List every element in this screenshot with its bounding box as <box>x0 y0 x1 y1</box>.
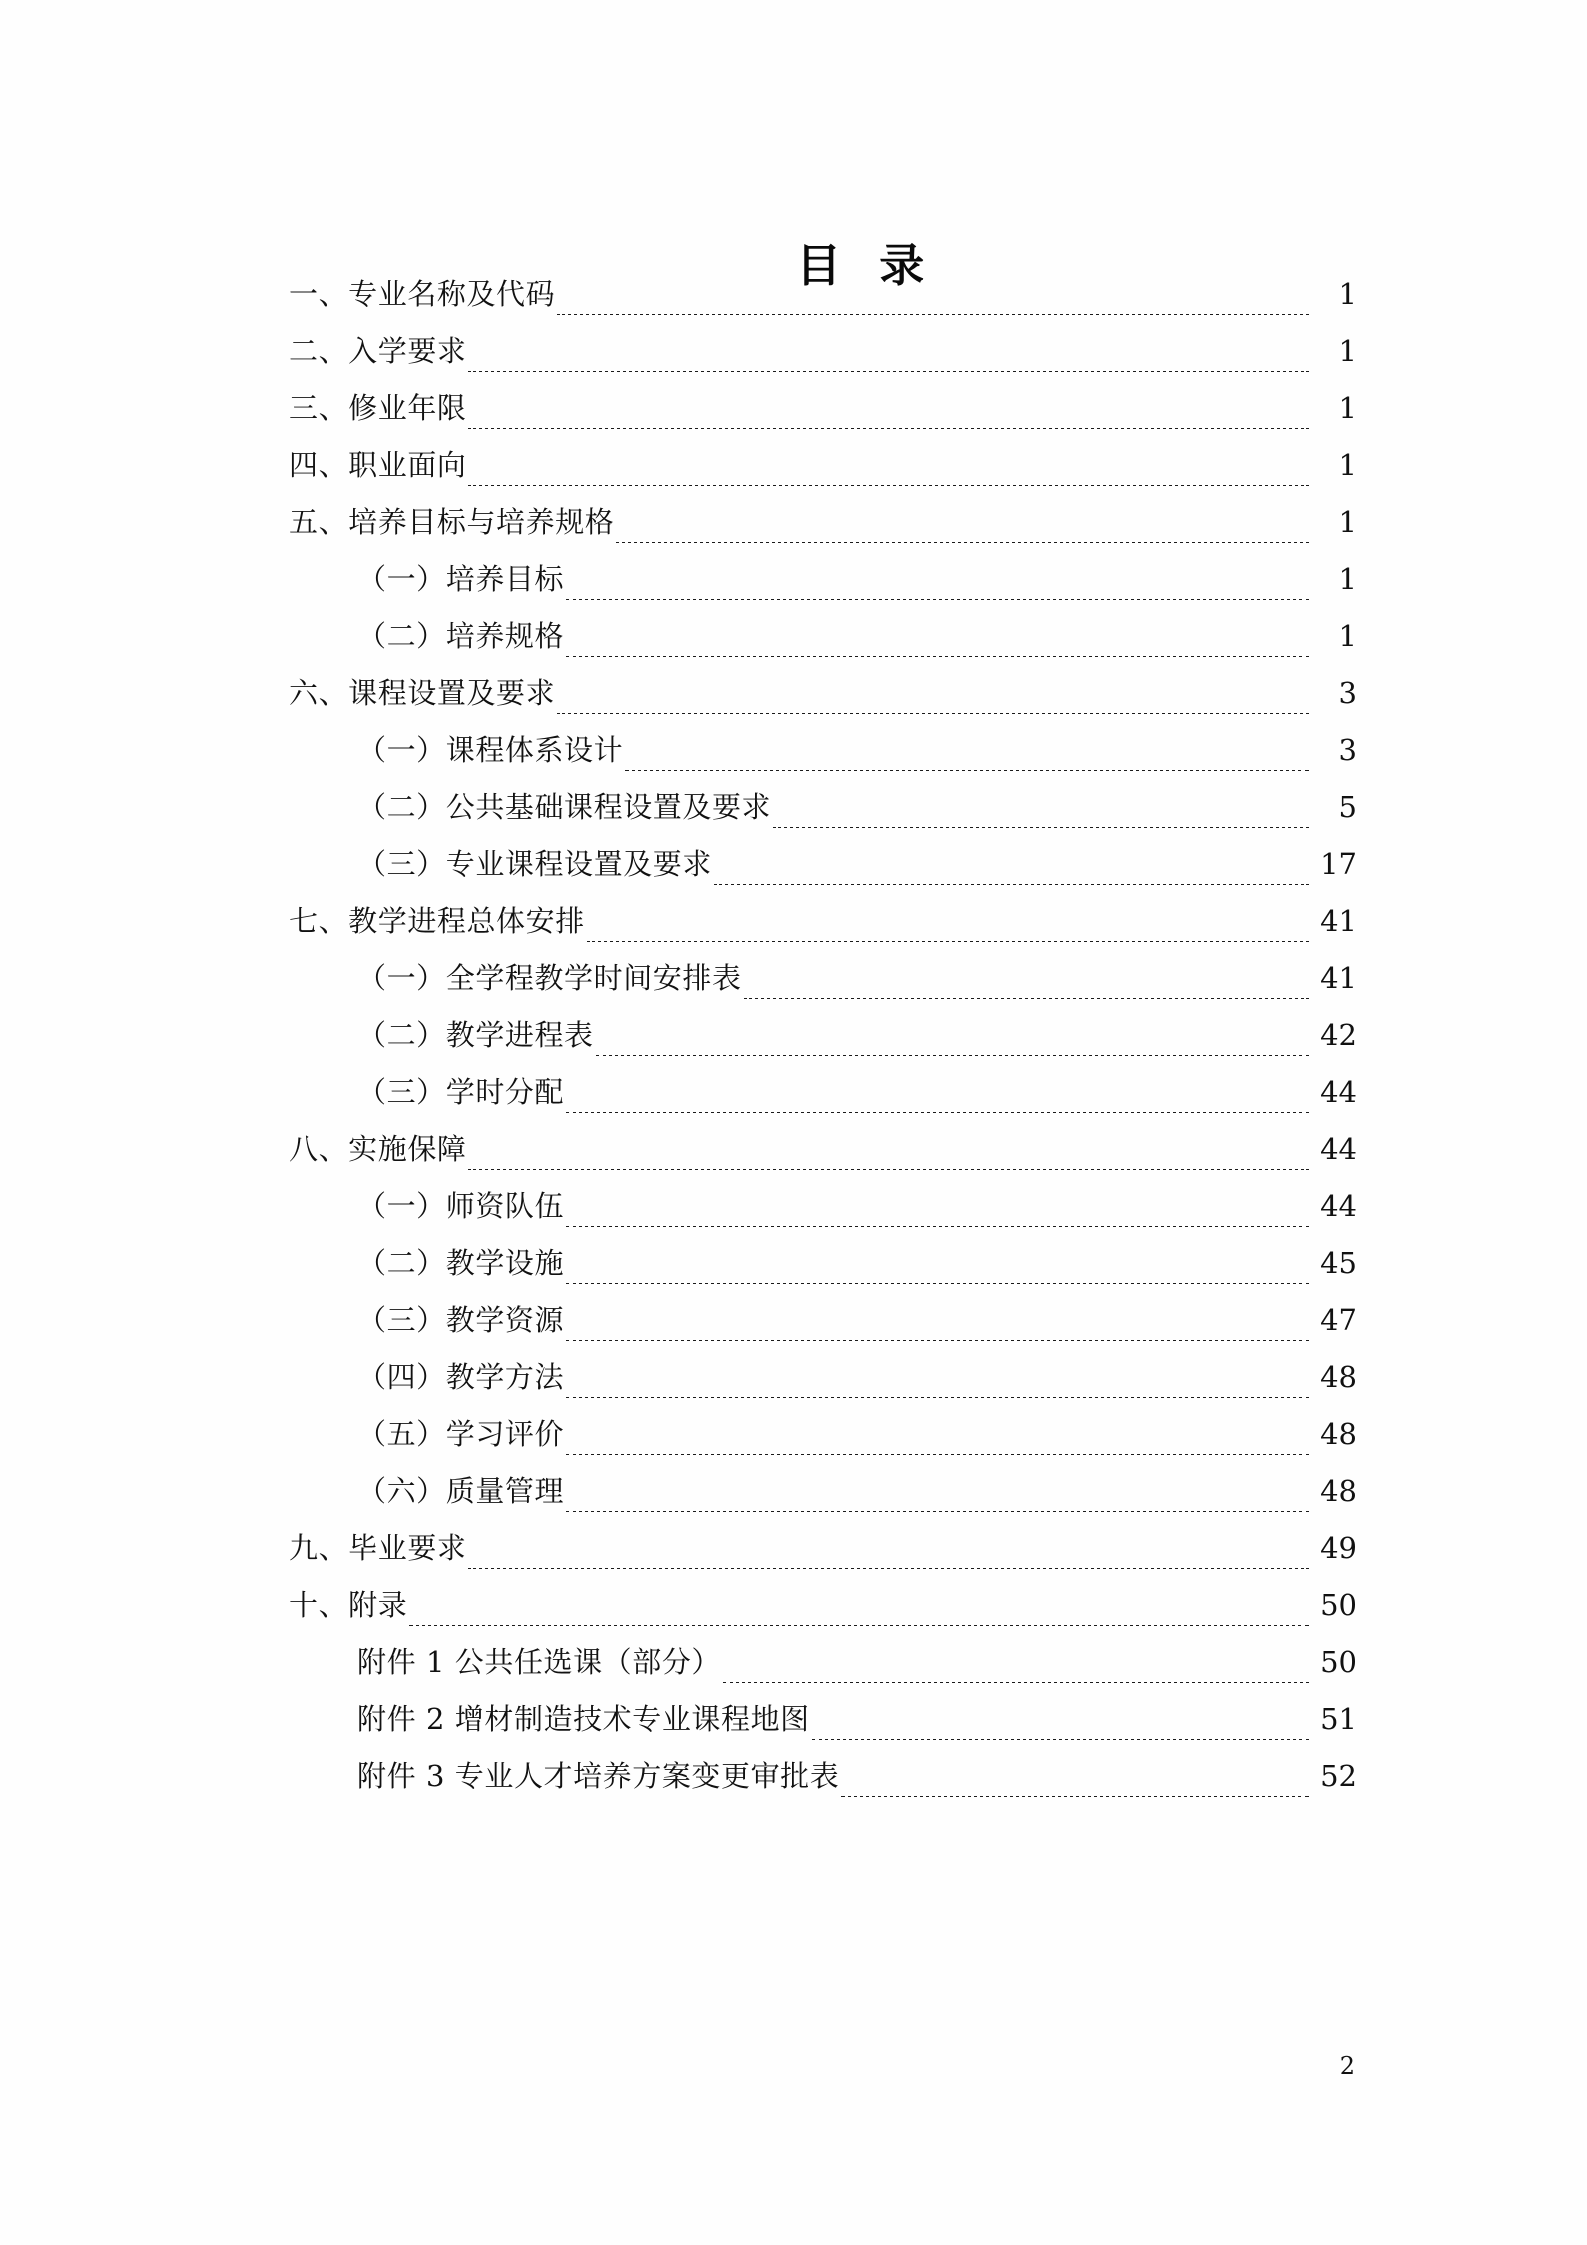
toc-entry[interactable] <box>289 1064 1357 1121</box>
toc-leader-dots <box>723 1682 1309 1683</box>
toc-entry[interactable] <box>289 1691 1357 1748</box>
toc-leader-dots <box>468 1169 1309 1170</box>
toc-entry-page-number: 49 <box>1320 1531 1357 1565</box>
toc-leader-dots <box>566 599 1309 600</box>
toc-entry[interactable] <box>289 1748 1357 1805</box>
toc-entry-label: （一）师资队伍 <box>357 1189 565 1223</box>
toc-leader-dots <box>468 371 1309 372</box>
toc-entry-label: （三）学时分配 <box>357 1075 565 1109</box>
toc-entry-page-number: 41 <box>1320 961 1357 995</box>
toc-entry-page-number: 44 <box>1320 1132 1357 1166</box>
toc-entry[interactable] <box>289 1007 1357 1064</box>
toc-entry-label: （二）教学进程表 <box>357 1018 594 1052</box>
toc-entry-label: 八、实施保障 <box>289 1132 467 1166</box>
toc-leader-dots <box>566 1511 1309 1512</box>
toc-entry-page-number: 3 <box>1338 733 1357 767</box>
toc-entry-page-number: 51 <box>1320 1702 1357 1736</box>
toc-entry-label: 四、职业面向 <box>289 448 467 482</box>
toc-entry-page-number: 50 <box>1320 1645 1357 1679</box>
toc-entry[interactable] <box>289 722 1357 779</box>
toc-leader-dots <box>625 770 1309 771</box>
toc-entry-label: 五、培养目标与培养规格 <box>289 505 615 539</box>
toc-entry[interactable] <box>289 1235 1357 1292</box>
toc-entry-label: 一、专业名称及代码 <box>289 277 556 311</box>
toc-leader-dots <box>773 827 1309 828</box>
toc-entry-label: （二）教学设施 <box>357 1246 565 1280</box>
toc-leader-dots <box>566 1112 1309 1113</box>
toc-entry-page-number: 41 <box>1320 904 1357 938</box>
toc-entry-page-number: 1 <box>1338 277 1357 311</box>
toc-leader-dots <box>557 314 1309 315</box>
toc-entry-label: （二）培养规格 <box>357 619 565 653</box>
toc-entry-page-number: 48 <box>1320 1360 1357 1394</box>
toc-entry-label: （二）公共基础课程设置及要求 <box>357 790 772 824</box>
toc-entry[interactable] <box>289 1178 1357 1235</box>
toc-entry-page-number: 3 <box>1338 676 1357 710</box>
toc-entry[interactable] <box>289 608 1357 665</box>
toc-entry-label: （一）培养目标 <box>357 562 565 596</box>
toc-entry[interactable] <box>289 1406 1357 1463</box>
toc-entry-page-number: 1 <box>1338 448 1357 482</box>
toc-entry[interactable] <box>289 494 1357 551</box>
toc-entry-label: （一）课程体系设计 <box>357 733 624 767</box>
toc-leader-dots <box>744 998 1309 999</box>
toc-entry[interactable] <box>289 1634 1357 1691</box>
toc-entry[interactable] <box>289 1577 1357 1634</box>
toc-entry[interactable] <box>289 836 1357 893</box>
toc-entry-label: 七、教学进程总体安排 <box>289 904 585 938</box>
toc-entry-page-number: 1 <box>1338 562 1357 596</box>
toc-entry-label: 附件 2 增材制造技术专业课程地图 <box>357 1702 810 1736</box>
toc-entry-page-number: 1 <box>1338 391 1357 425</box>
toc-leader-dots <box>566 1226 1309 1227</box>
toc-entry-page-number: 52 <box>1320 1759 1357 1793</box>
toc-entry-label: 九、毕业要求 <box>289 1531 467 1565</box>
toc-entry-label: 六、课程设置及要求 <box>289 676 556 710</box>
toc-entry[interactable] <box>289 1121 1357 1178</box>
toc-leader-dots <box>714 884 1309 885</box>
toc-entry-label: （四）教学方法 <box>357 1360 565 1394</box>
toc-entry-label: （六）质量管理 <box>357 1474 565 1508</box>
toc-leader-dots <box>468 1568 1309 1569</box>
toc-entry-page-number: 44 <box>1320 1189 1357 1223</box>
toc-entry[interactable] <box>289 779 1357 836</box>
toc-entry[interactable] <box>289 380 1357 437</box>
toc-entry-label: 附件 1 公共任选课（部分） <box>357 1645 722 1679</box>
toc-entry-page-number: 1 <box>1338 334 1357 368</box>
toc-entry-page-number: 47 <box>1320 1303 1357 1337</box>
toc-entry[interactable] <box>289 437 1357 494</box>
toc-entry[interactable] <box>289 1520 1357 1577</box>
toc-leader-dots <box>468 485 1309 486</box>
toc-leader-dots <box>409 1625 1309 1626</box>
toc-entry-page-number: 5 <box>1338 790 1357 824</box>
toc-leader-dots <box>468 428 1309 429</box>
toc-entry-page-number: 1 <box>1338 505 1357 539</box>
toc-entry-page-number: 45 <box>1320 1246 1357 1280</box>
toc-entry[interactable] <box>289 266 1357 323</box>
toc-leader-dots <box>841 1796 1309 1797</box>
toc-entry[interactable] <box>289 893 1357 950</box>
toc-leader-dots <box>566 1340 1309 1341</box>
table-of-contents <box>289 266 1357 1805</box>
toc-leader-dots <box>566 1454 1309 1455</box>
toc-entry-page-number: 50 <box>1320 1588 1357 1622</box>
toc-entry-label: （一）全学程教学时间安排表 <box>357 961 742 995</box>
toc-entry[interactable] <box>289 665 1357 722</box>
toc-leader-dots <box>566 1283 1309 1284</box>
toc-entry-page-number: 48 <box>1320 1417 1357 1451</box>
toc-entry-label: （三）教学资源 <box>357 1303 565 1337</box>
toc-entry[interactable] <box>289 1463 1357 1520</box>
toc-entry-page-number: 17 <box>1320 847 1357 881</box>
page-title-text: 目 录 <box>796 239 927 292</box>
toc-leader-dots <box>812 1739 1309 1740</box>
toc-entry[interactable] <box>289 323 1357 380</box>
toc-entry-label: 附件 3 专业人才培养方案变更审批表 <box>357 1759 840 1793</box>
toc-entry[interactable] <box>289 551 1357 608</box>
toc-leader-dots <box>557 713 1309 714</box>
toc-entry[interactable] <box>289 1349 1357 1406</box>
toc-entry-label: （三）专业课程设置及要求 <box>357 847 712 881</box>
toc-entry-label: （五）学习评价 <box>357 1417 565 1451</box>
toc-entry-page-number: 1 <box>1338 619 1357 653</box>
toc-leader-dots <box>566 1397 1309 1398</box>
toc-leader-dots <box>566 656 1309 657</box>
page-number-footer: 2 <box>1339 2052 1355 2080</box>
toc-leader-dots <box>596 1055 1309 1056</box>
toc-entry-label: 十、附录 <box>289 1588 408 1622</box>
toc-entry-page-number: 48 <box>1320 1474 1357 1508</box>
toc-entry-page-number: 42 <box>1320 1018 1357 1052</box>
toc-entry-label: 二、入学要求 <box>289 334 467 368</box>
toc-entry[interactable] <box>289 1292 1357 1349</box>
toc-entry[interactable] <box>289 950 1357 1007</box>
toc-entry-page-number: 44 <box>1320 1075 1357 1109</box>
toc-leader-dots <box>616 542 1309 543</box>
toc-entry-label: 三、修业年限 <box>289 391 467 425</box>
toc-leader-dots <box>587 941 1309 942</box>
